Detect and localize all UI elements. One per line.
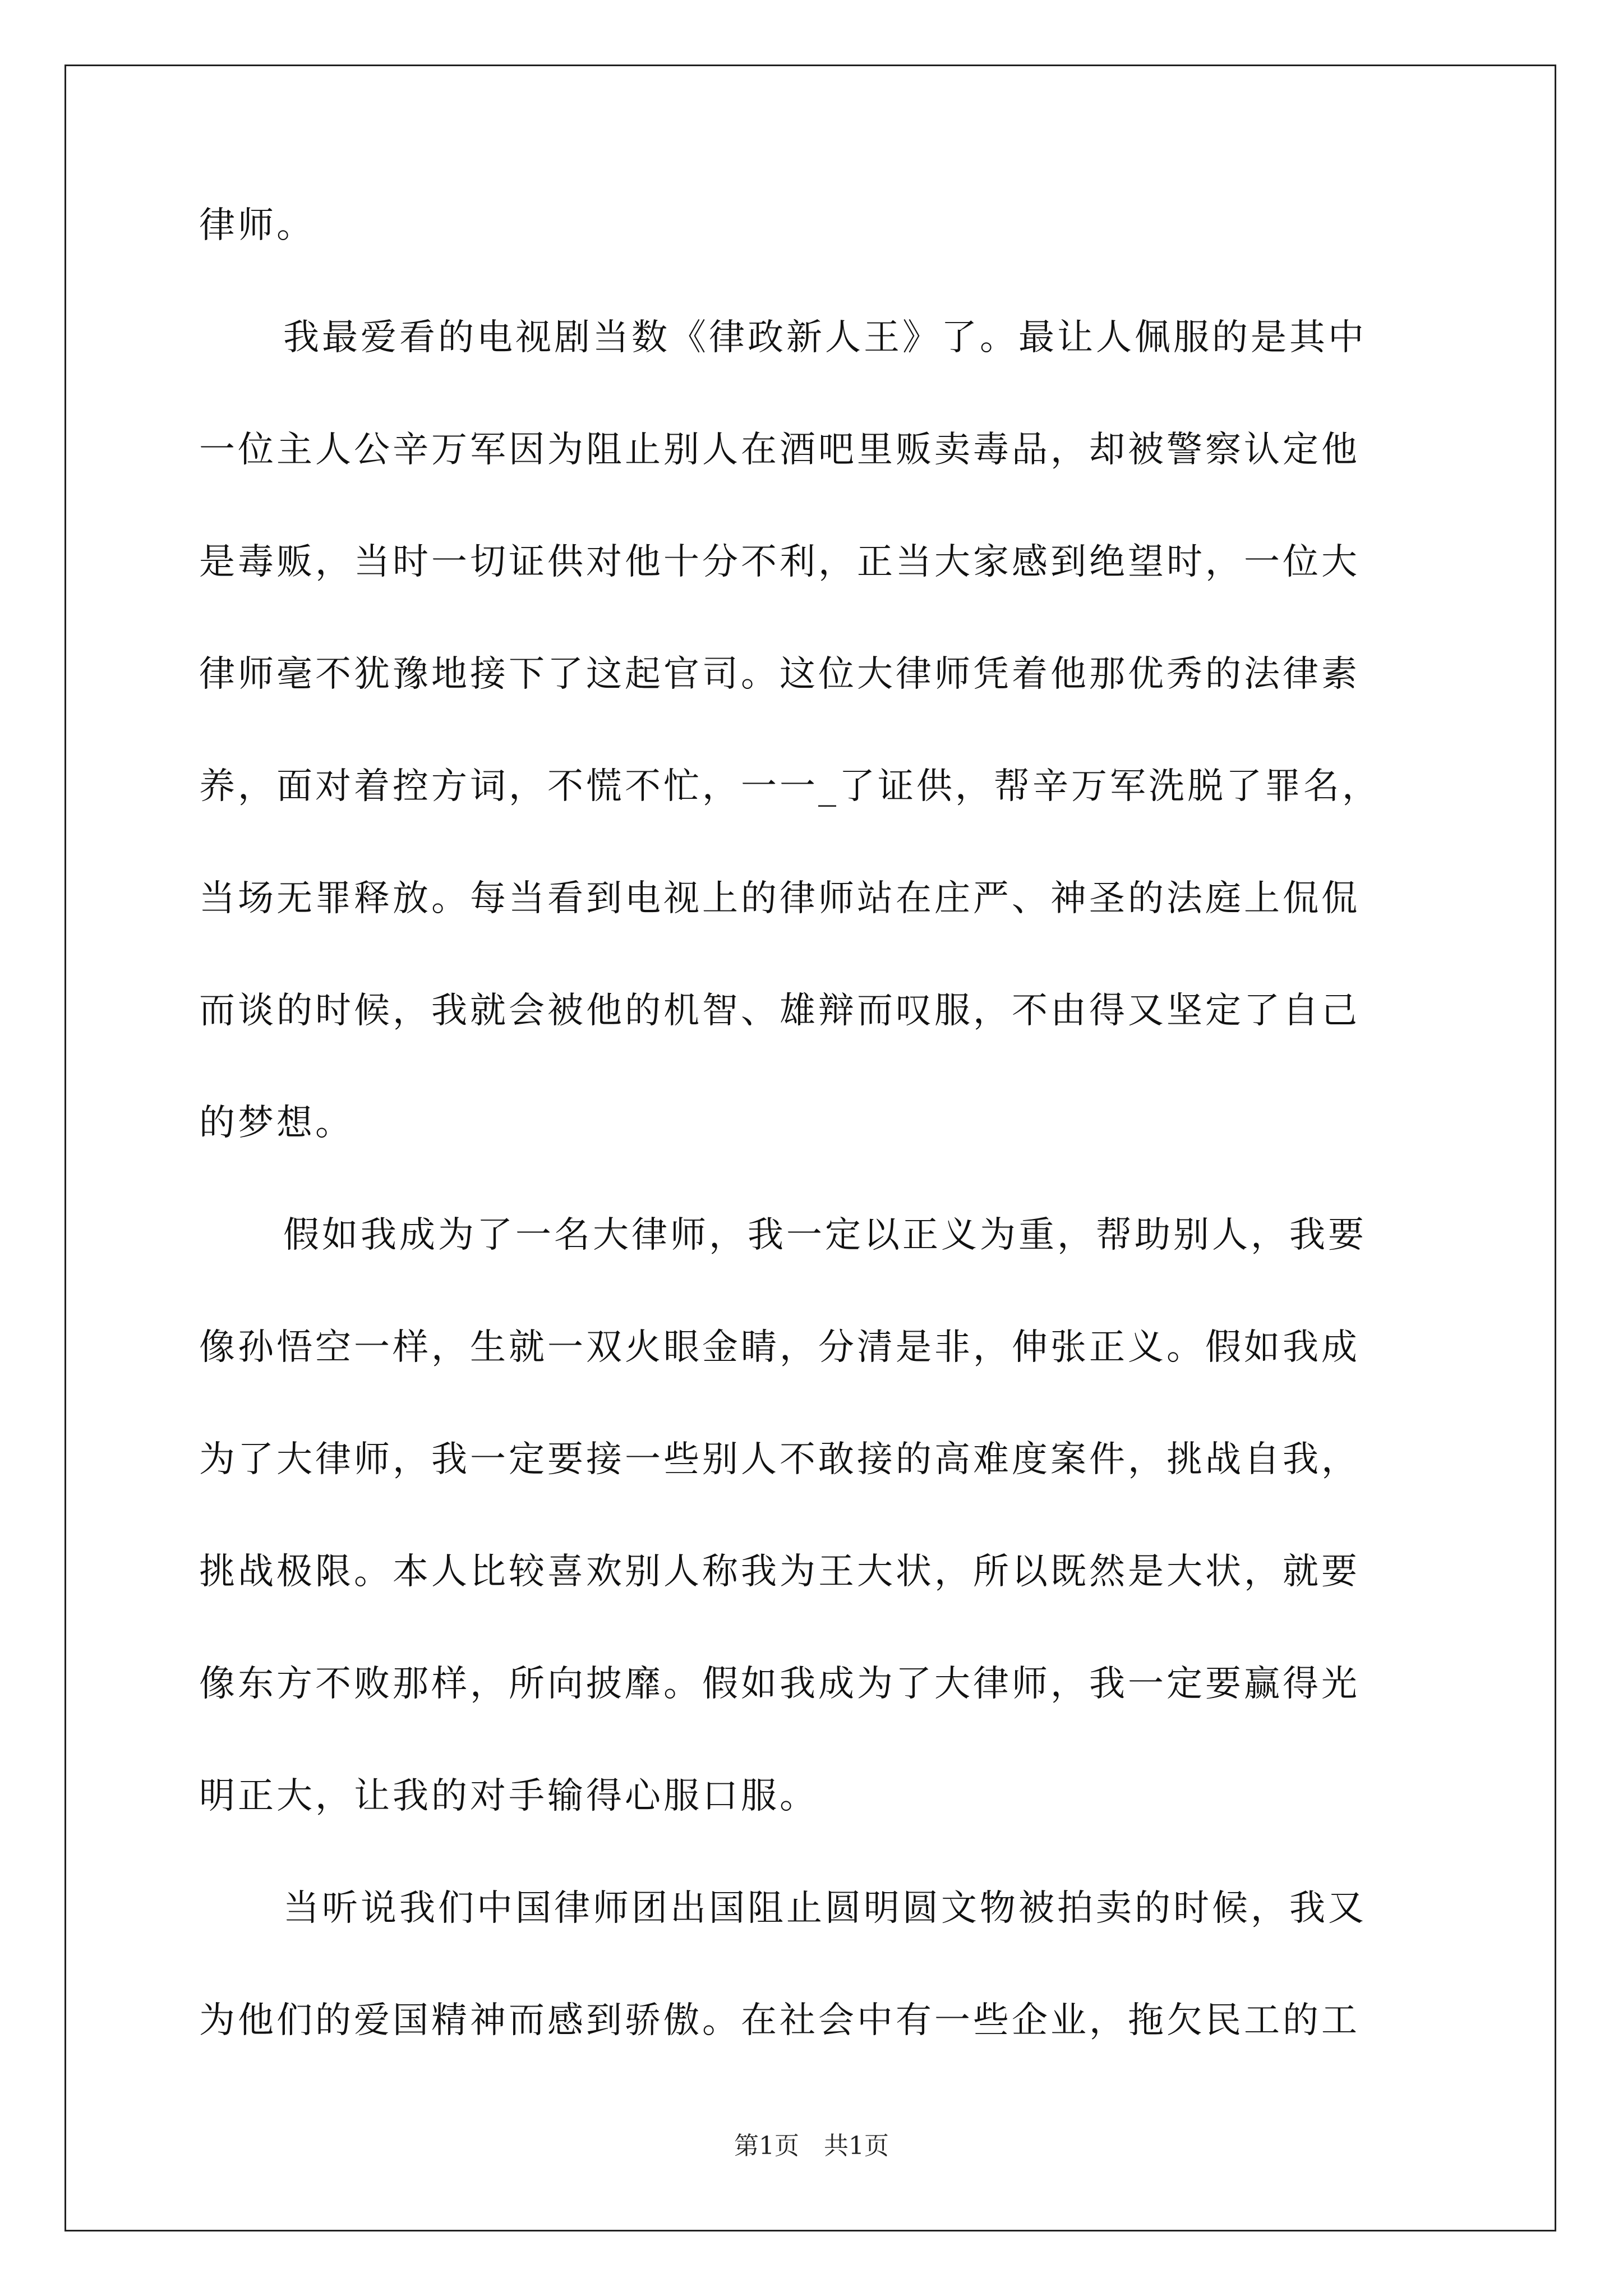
- text-line: 律师毫不犹豫地接下了这起官司。这位大律师凭着他那优秀的法律素: [199, 654, 1360, 695]
- text-line: 像东方不败那样，所向披靡。假如我成为了大律师，我一定要赢得光: [199, 1663, 1360, 1705]
- text-line: 为他们的爱国精神而感到骄傲。在社会中有一些企业，拖欠民工的工: [199, 2000, 1360, 2041]
- text-line: 是毒贩，当时一切证供对他十分不利，正当大家感到绝望时，一位大: [199, 541, 1360, 583]
- paragraph-first-line: 假如我成为了一名大律师，我一定以正义为重，帮助别人，我要: [283, 1214, 1367, 1256]
- paragraph-first-line: 我最爱看的电视剧当数《律政新人王》了。最让人佩服的是其中: [283, 317, 1367, 358]
- page-footer: 第1页 共1页: [734, 2132, 889, 2160]
- text-line: 的梦想。: [199, 1102, 354, 1144]
- text-line: 明正大，让我的对手输得心服口服。: [199, 1775, 818, 1817]
- paragraph-first-line: 当听说我们中国律师团出国阻止圆明圆文物被拍卖的时候，我又: [283, 1888, 1367, 1929]
- text-line: 而谈的时候，我就会被他的机智、雄辩而叹服，不由得又坚定了自己: [199, 990, 1360, 1032]
- text-line: 像孙悟空一样，生就一双火眼金睛，分清是非，伸张正义。假如我成: [199, 1327, 1360, 1368]
- text-line: 为了大律师，我一定要接一些别人不敢接的高难度案件，挑战自我，: [199, 1439, 1360, 1480]
- text-line: 当场无罪释放。每当看到电视上的律师站在庄严、神圣的法庭上侃侃: [199, 878, 1360, 919]
- text-line: 律师。: [199, 205, 315, 246]
- text-line: 养，面对着控方词，不慌不忙，一一_了证供，帮辛万军洗脱了罪名，: [199, 766, 1381, 807]
- text-line: 一位主人公辛万军因为阻止别人在酒吧里贩卖毒品，却被警察认定他: [199, 429, 1360, 471]
- text-line: 挑战极限。本人比较喜欢别人称我为王大状，所以既然是大状，就要: [199, 1551, 1360, 1593]
